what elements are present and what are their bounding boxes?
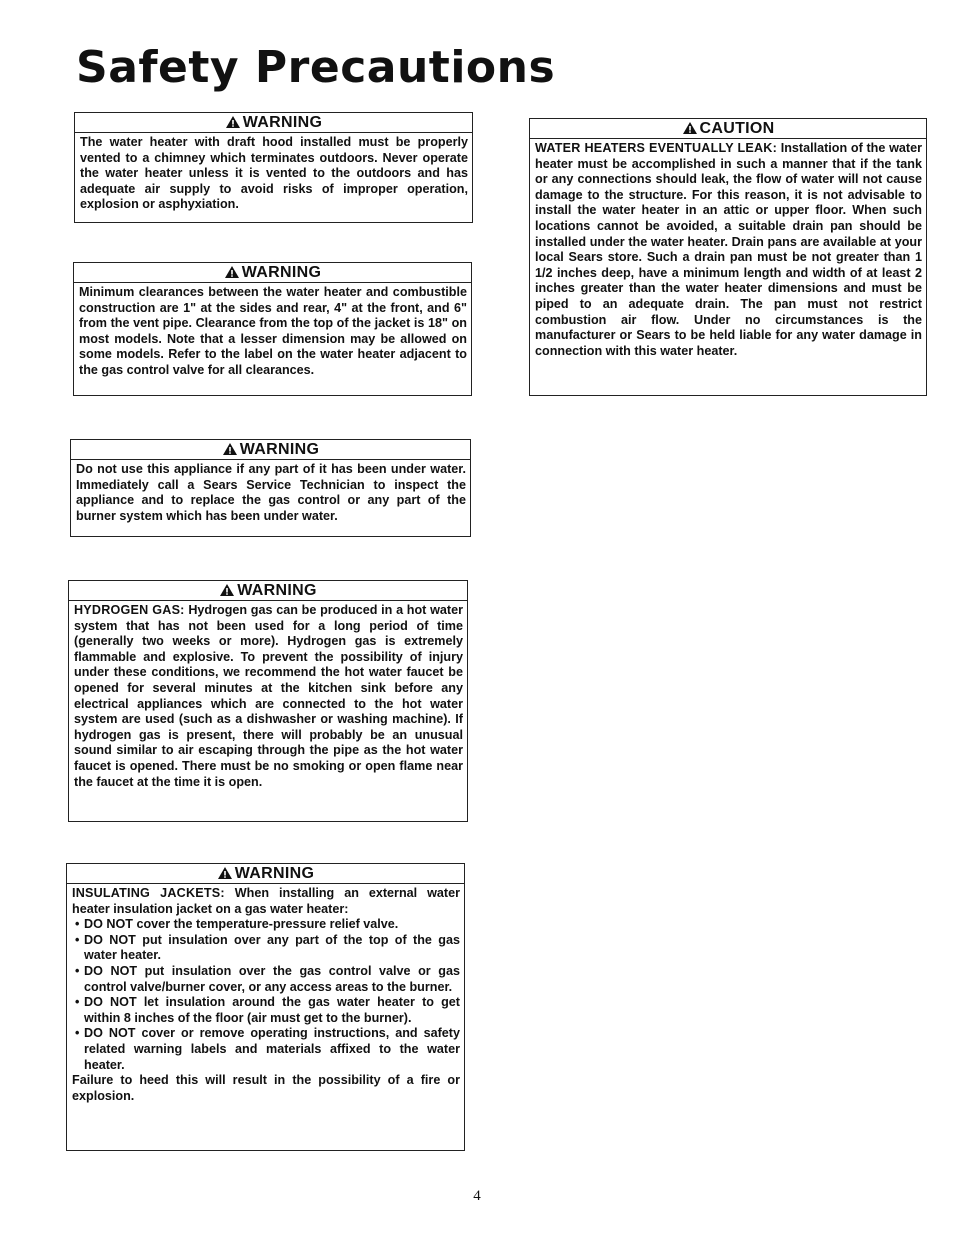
jackets-lead: INSULATING JACKETS: bbox=[72, 886, 225, 900]
list-item: • DO NOT put insulation over the gas control valve or gas control valve/burner cover, or any access areas to the burner. bbox=[75, 963, 460, 994]
page-title: Safety Precautions bbox=[76, 42, 556, 93]
jackets-footer: Failure to heed this will result in the possibility of a fire or explosion. bbox=[72, 1073, 460, 1103]
list-item: • DO NOT let insulation around the gas water heater to get within 8 inches of the floor (air must get to the burner). bbox=[75, 995, 461, 1025]
warning-label: WARNING bbox=[234, 865, 315, 882]
warning-header bbox=[71, 440, 470, 460]
jackets-list bbox=[72, 917, 460, 1073]
warning-triangle-icon bbox=[224, 265, 240, 279]
warning-label: WARNING bbox=[242, 114, 323, 131]
warning-box-draft-hood bbox=[74, 112, 473, 223]
list-item: • DO NOT cover the temperature-pressure relief valve. bbox=[75, 917, 399, 932]
jackets-intro: When installing an external water heater insulation jacket on a gas water heater: bbox=[72, 886, 461, 916]
warning-label: WARNING bbox=[239, 441, 320, 458]
warning-text-hydrogen: Hydrogen gas can be produced in a hot water system that has not been used for a long period of time (generally two weeks or more). Hydrogen gas is extremely flammable and explosive. To prevent the possibility of injury under these conditions, we recommend the hot water faucet be opened for several minutes at the kitchen sink before any electrical appliances which are connected to the hot water system are used (such as a dishwasher or washing machine). If hydrogen gas is present, there will probably be an unusual sound similar to air escaping through the pipe as the hot water faucet is opened. There must be no smoking or open flame near the faucet at the time it is open. bbox=[74, 603, 463, 789]
caution-text: Installation of the water heater must be accomplished in such a manner that if the tank or any connections should leak, the flow of water will not cause damage to the structure. For this reason, it is not advisable to install the water heater in an attic or upper floor. When such locations cannot be avoided, a suitable drain pan should be installed under the water heater. Drain pans are available at your local Sears store. Such a drain pan must be not greater than 1 1/2 inches deep, have a minimum length and width of at least 2 inches greater than the water heater dimensions and must be piped to an adequate drain. The pan must not restrict combustion air flow. Under no circumstances is the manufacturer or Sears to be held liable for any water damage in connection with this water heater. bbox=[535, 141, 922, 358]
warning-header bbox=[75, 113, 472, 133]
warning-triangle-icon bbox=[217, 866, 233, 880]
warning-text-flood: Do not use this appliance if any part of it has been under water. Immediately call a Sears Service Technician to inspect the appliance and to replace the gas control or any part of the burner system which has been under water. bbox=[76, 462, 466, 523]
list-item: • DO NOT put insulation over any part of the top of the gas water heater. bbox=[75, 932, 461, 963]
warning-box-hydrogen bbox=[68, 580, 468, 822]
warning-box-jackets bbox=[66, 863, 465, 1151]
warning-text-draft-hood: The water heater with draft hood installed must be properly vented to a chimney which terminates outdoors. Never operate the water heater unless it is vented to the outdoors and has adequate air supply to avoid risks of improper operation, explosion or asphyxiation. bbox=[80, 135, 468, 212]
warning-label: WARNING bbox=[241, 264, 322, 281]
hydrogen-lead: HYDROGEN GAS: bbox=[74, 603, 185, 617]
caution-box-leaks bbox=[529, 118, 927, 396]
caution-triangle-icon bbox=[682, 121, 698, 135]
warning-triangle-icon bbox=[222, 442, 238, 456]
warning-header bbox=[74, 263, 471, 283]
list-item: • DO NOT cover or remove operating instructions, and safety related warning labels and materials affixed to the water heater. bbox=[75, 1026, 461, 1072]
warning-label: WARNING bbox=[237, 582, 317, 599]
warning-header bbox=[67, 864, 464, 884]
caution-header bbox=[530, 119, 926, 139]
page-number: 4 bbox=[473, 1188, 481, 1204]
warning-box-clearances bbox=[73, 262, 472, 396]
warning-text-clearances: Minimum clearances between the water heater and combustible construction are 1" at the sides and rear, 4" at the front, and 6" from the vent pipe. Clearance from the top of the jacket is 18" on most models. Note that a lesser dimension may be allowed on some models. Refer to the label on the water heater adjacent to the gas control valve for all clearances. bbox=[79, 285, 467, 377]
warning-header bbox=[69, 581, 467, 601]
caution-lead: WATER HEATERS EVENTUALLY LEAK: bbox=[535, 141, 777, 155]
caution-label: CAUTION bbox=[699, 120, 775, 137]
warning-triangle-icon bbox=[219, 583, 235, 597]
warning-box-flood bbox=[70, 439, 471, 537]
warning-triangle-icon bbox=[225, 115, 241, 129]
